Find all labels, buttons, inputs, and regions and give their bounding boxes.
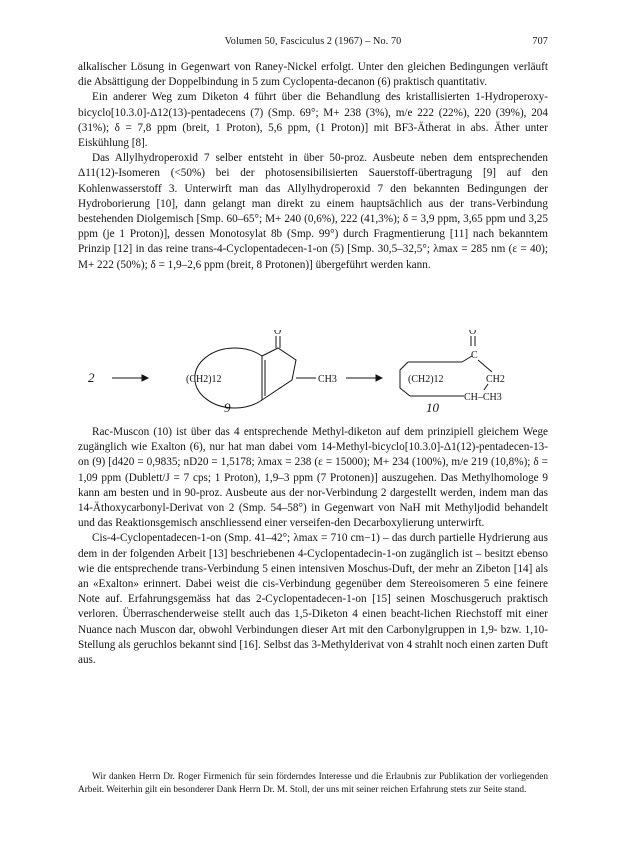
paragraph: Das Allylhydroperoxid 7 selber entsteht in über 50-proz. Ausbeute neben dem entsprechenden Δ11(12)-Isomeren (<50%) bei der photosensibilisierten Sauerstoff-übertragung [9] auf den Kohlenwasserstoff 3. Unterwirft man das Allylhydroperoxid 7 den bekannten Bedingungen der Hydroborierung [10], dann gelangt man direkt zu einem hauptsächlich aus der trans-Verbindung bestehenden Diolgemisch [Smp. 60–65°; M+ 240 (0,6%), 222 (41,3%); δ = 3,9 ppm, 3,65 ppm und 3,25 ppm (je 1 Proton)], dessen Monotosylat 8b (Smp. 99°) durch Fragmentierung [11] nach bekanntem Prinzip [12] in das reine trans-4-Cyclopentadecen-1-on (5) [Smp. 30,5–32,5°; λmax = 285 nm (ε = 40); M+ 222 (50%); δ = 1,9–2,6 ppm (breit, 8 Protonen)] übergeführt werden kann. — [78, 152, 548, 271]
running-title: Volumen 50, Fasciculus 2 (1967) – No. 70 — [224, 36, 402, 47]
compound-label-9: 9 — [224, 400, 231, 414]
compound-label-2: 2 — [88, 370, 95, 385]
ring-size-label-9: (CH2)12 — [186, 374, 222, 385]
arrow-head-2 — [376, 375, 382, 381]
oxygen-atom-9: O — [274, 330, 282, 337]
page-number: 707 — [532, 36, 548, 47]
body-text-bottom — [78, 425, 548, 668]
cyclopentenone-ring-9 — [262, 348, 296, 400]
body-text-top — [78, 60, 548, 273]
carbonyl-carbon-label: C — [471, 350, 478, 361]
paragraph: Cis-4-Cyclopentadecen-1-on (Smp. 41–42°; λmax = 710 cm−1) – das durch partielle Hydrierung aus dem in der folgenden Arbeit [13] beschriebenen 4-Cyclopentadecin-1-on zugänglich ist – besitzt ebenso wie die entsprechende trans-Verbindung 5 einen intensiven Moschus-Duft, der mehr an Zibeton [14] als an «Exalton» erinnert. Dabei weist die cis-Verbindung gegenüber dem Stereoisomeren 5 eine feinere Note auf. Erfahrungsgemäss hat das 2-Cyclopentadecen-1-on [15] seinen Moschusgeruch praktisch verloren. Überraschenderweise stellt auch das 1,5-Diketon 4 einen beacht-lichen Riechstoff mit einer Nuance nach Muscon dar, obwohl Verbindungen dieser Art mit den Carbonylgruppen in 1,9- bzw. 1,10-Stellung als geruchlos bekannt sind [16]. Selbst das 3-Methylderivat von 4 strahlt noch einen zarten Duft aus. — [78, 532, 548, 667]
methylene-group-label: CH2 — [486, 374, 505, 385]
c-ch2-bond — [478, 360, 492, 372]
reaction-scheme — [78, 330, 548, 414]
paragraph: Rac-Muscon (10) ist über das 4 entsprechende Methyl-diketon auf dem prinzipiell gleichem Wege zugänglich wie Exalton (6), nur hat man dabei vom 14-Methyl-bicyclo[10.3.0]-Δ1(12)-pentadecen-13-on (9) [d420 = 0,9835; nD20 = 1,5178; λmax = 238 (ε = 15000); M+ 234 (100%), m/e 219 (10,8%); δ = 1,09 ppm (Dublett/J = 7 cps; 1 Proton), 1,9–3 ppm (7 Protonen)] auszugehen. Das Methylhomologe 9 kann am besten und in 90-proz. Ausbeute aus der nor-Verbindung 2 dargestellt werden, indem man das 14-Äthoxycarbonyl-Derivat von 2 (Smp. 54–58°) in Gegenwart von NaH mit Methyljodid behandelt und das Reaktionsgemisch anschliessend einer verseifen-den Decarboxylierung unterwirft. — [78, 426, 548, 530]
acknowledgement-text: Wir danken Herrn Dr. Roger Firmenich für sein förderndes Interesse und die Erlaubnis zur Publikation der vorliegenden Arbeit. Weiterhin gilt ein besonderer Dank Herrn Dr. M. Stoll, der uns mit seiner reichen Erfahrung stets zur Seite stand. — [78, 772, 548, 795]
compound-label-10: 10 — [426, 400, 439, 414]
methyl-group-label: CH3 — [318, 374, 337, 385]
paragraph: Ein anderer Weg zum Diketon 4 führt über die Behandlung des kristallisierten 1-Hydroperoxy-bicyclo[10.3.0]-Δ12(13)-pentadecens (7) (Smp. 69°; M+ 238 (3%), m/e 222 (22%), 220 (39%), 204 (31%); δ = 7,8 ppm (breit, 1 Proton), 5,6 ppm, (1 Proton)] mit BF3-Ätherat in abs. Äther unter Eiskühlung [8]. — [78, 91, 548, 150]
methine-group-label: CH–CH3 — [464, 392, 502, 403]
ring-size-label-10: (CH2)12 — [408, 374, 444, 385]
oxygen-atom-10: O — [469, 330, 477, 337]
paragraph: alkalischer Lösung in Gegenwart von Raney-Nickel erfolgt. Unter den gleichen Bedingungen verläuft die Absättigung der Doppelbindung in 5 zum Cyclopenta-decanon (6) praktisch quantitativ. — [78, 61, 548, 89]
acknowledgement — [78, 771, 548, 797]
arrow-head — [142, 375, 148, 381]
reaction-scheme-drawing — [78, 330, 548, 414]
